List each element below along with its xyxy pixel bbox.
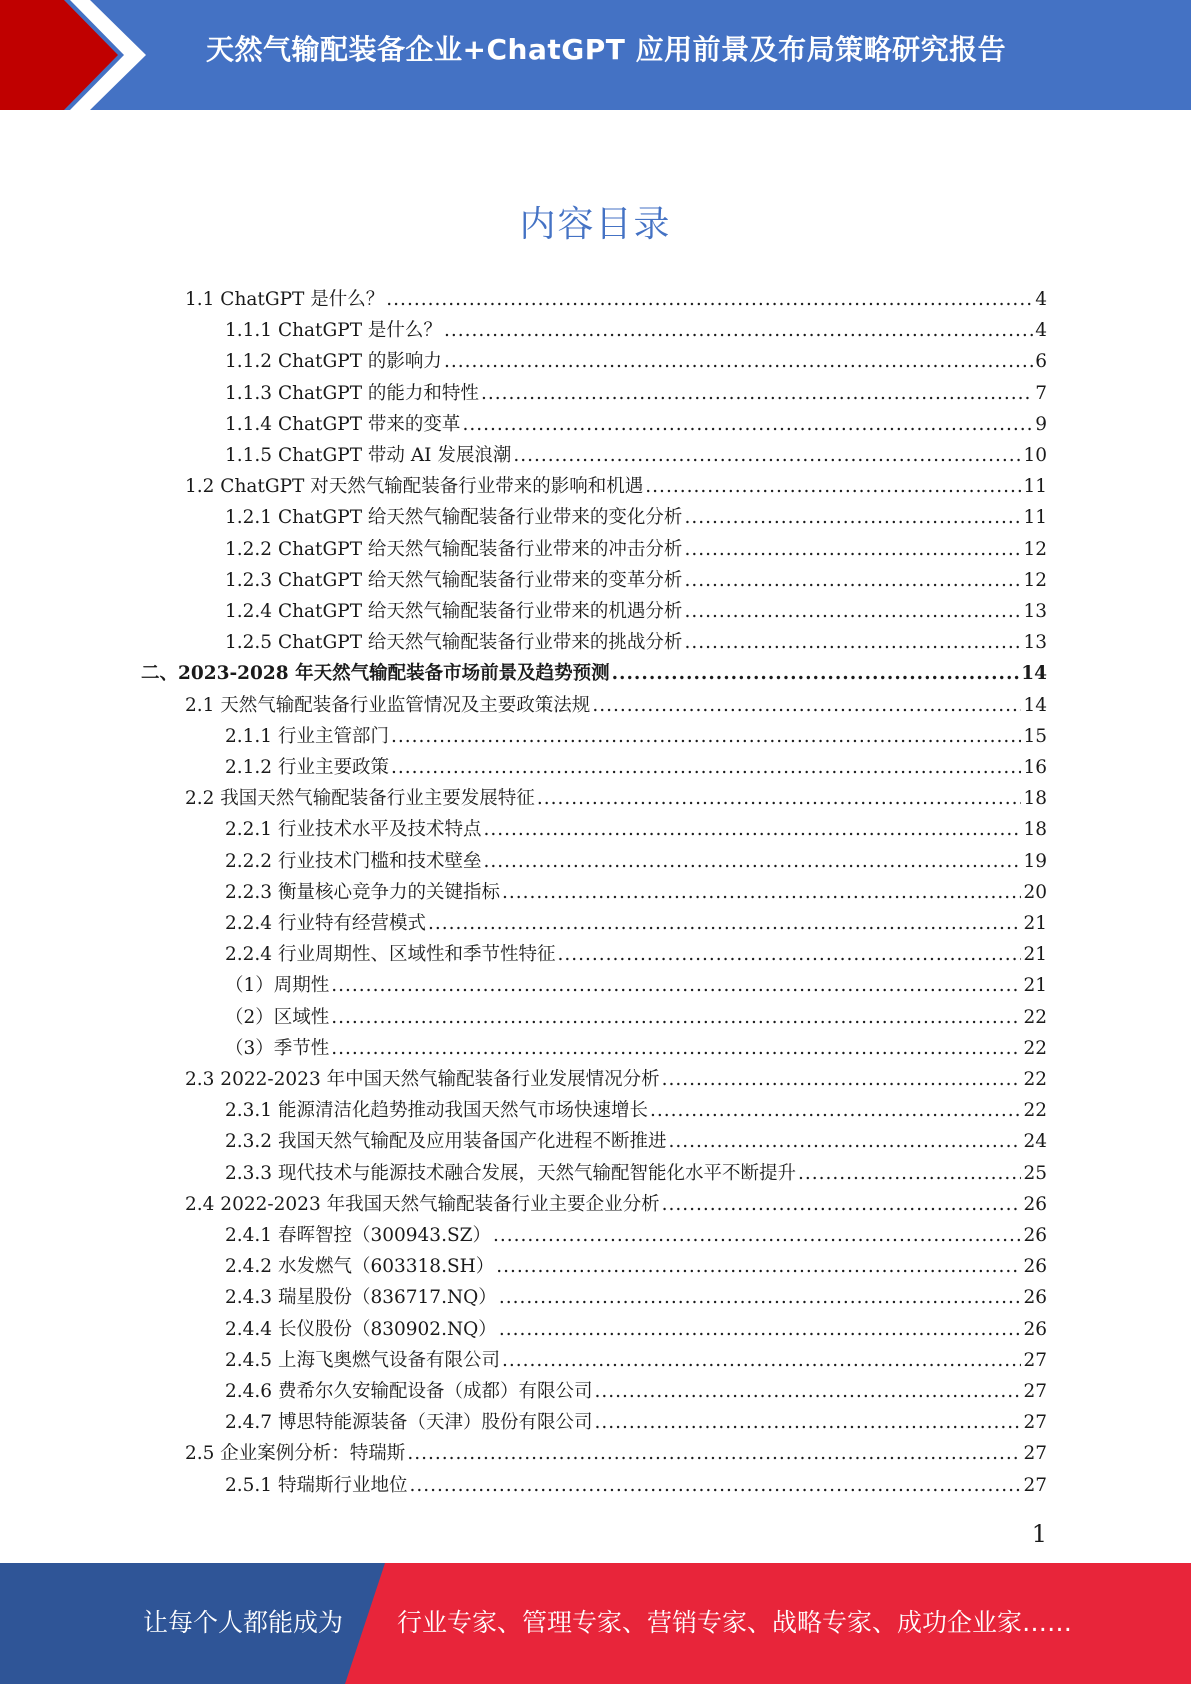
toc-entry[interactable] (225, 1159, 1047, 1190)
toc-dot-leader (331, 1038, 1021, 1059)
toc-entry[interactable] (185, 1439, 1047, 1470)
toc-dot-leader (513, 445, 1021, 466)
toc-entry-page: 7 (1035, 382, 1047, 404)
toc-dot-leader (483, 819, 1021, 840)
toc-entry[interactable] (225, 815, 1047, 846)
toc-entry[interactable] (185, 472, 1047, 503)
toc-entry-title: 1.2.4 ChatGPT 给天然气输配装备行业带来的机遇分析 (225, 601, 683, 622)
toc-entry-page: 15 (1023, 725, 1047, 747)
toc-entry[interactable] (225, 1034, 1047, 1065)
toc-dot-leader (684, 601, 1021, 622)
toc-entry-page: 18 (1023, 788, 1047, 810)
toc-entry-title: 2.4 2022-2023 年我国天然气输配装备行业主要企业分析 (185, 1193, 660, 1215)
toc-entry-page: 12 (1023, 538, 1047, 560)
toc-entry-title: 1.1.1 ChatGPT 是什么？ (225, 320, 442, 342)
toc-entry-title: 2.1.1 行业主管部门 (225, 725, 389, 747)
toc-entry[interactable] (225, 535, 1047, 566)
footer-slogan-left: 让每个人都能成为 (143, 1608, 344, 1637)
toc-entry[interactable] (225, 1408, 1047, 1439)
toc-entry-title: 2.2.3 衡量核心竞争力的关键指标 (225, 881, 500, 903)
toc-entry[interactable] (225, 1346, 1047, 1377)
toc-entry-title: 2.2.2 行业技术门槛和技术壁垒 (225, 850, 482, 872)
toc-entry-page: 25 (1023, 1162, 1047, 1184)
toc-dot-leader (594, 1381, 1021, 1402)
toc-dot-leader (444, 351, 1033, 372)
toc-dot-leader (407, 1443, 1021, 1464)
toc-dot-leader (684, 570, 1021, 591)
toc-entry-page: 19 (1023, 850, 1047, 872)
toc-entry-title: 2.4.7 博思特能源装备（天津）股份有限公司 (225, 1412, 593, 1434)
toc-entry[interactable] (225, 722, 1047, 753)
toc-dot-leader (650, 1100, 1021, 1121)
toc-dot-leader (594, 1412, 1021, 1433)
toc-entry-page: 21 (1023, 913, 1047, 934)
toc-entry-page: 26 (1023, 1193, 1047, 1215)
toc-entry[interactable] (225, 441, 1047, 472)
toc-entry[interactable] (225, 1315, 1047, 1346)
toc-entry-page: 11 (1023, 476, 1047, 498)
toc-entry[interactable] (225, 503, 1047, 534)
toc-entry-title: 2.3.1 能源清洁化趋势推动我国天然气市场快速增长 (225, 1100, 648, 1122)
toc-entry-title: （2）区域性 (225, 1006, 330, 1028)
toc-entry[interactable] (225, 1096, 1047, 1127)
toc-dot-leader (502, 1350, 1021, 1371)
toc-entry-page: 26 (1023, 1287, 1047, 1309)
toc-entry-title: （3）季节性 (225, 1037, 330, 1059)
toc-entry-title: 2.4.5 上海飞奥燃气设备有限公司 (225, 1349, 500, 1371)
toc-dot-leader (592, 695, 1021, 716)
toc-entry-title: 2.3.3 现代技术与能源技术融合发展，天然气输配智能化水平不断提升 (225, 1162, 796, 1184)
toc-dot-leader (502, 882, 1021, 903)
toc-entry-page: 24 (1023, 1131, 1047, 1153)
toc-entry-page: 22 (1023, 1100, 1047, 1122)
toc-entry[interactable] (225, 1377, 1047, 1408)
toc-dot-leader (428, 913, 1021, 934)
toc-entry-page: 26 (1023, 1318, 1047, 1340)
toc-dot-leader (798, 1163, 1021, 1184)
toc-entry-page: 14 (1021, 663, 1047, 685)
toc-entry[interactable] (225, 1252, 1047, 1283)
toc-entry-page: 26 (1023, 1256, 1047, 1278)
toc-entry-title: 2.2.4 行业特有经营模式 (225, 913, 426, 934)
toc-entry[interactable] (225, 940, 1047, 971)
toc-dot-leader (645, 476, 1021, 497)
toc-entry[interactable] (141, 659, 1047, 690)
toc-entry-page: 27 (1023, 1349, 1047, 1371)
toc-entry-page: 4 (1035, 320, 1047, 342)
toc-entry-page: 22 (1023, 1037, 1047, 1059)
header-arrow-accent (0, 0, 150, 110)
toc-dot-leader (668, 1131, 1021, 1152)
toc-dot-leader (409, 1475, 1021, 1496)
toc-dot-leader (386, 289, 1033, 310)
toc-entry-title: 1.2.1 ChatGPT 给天然气输配装备行业带来的变化分析 (225, 507, 683, 529)
toc-entry-page: 26 (1023, 1225, 1047, 1246)
toc-dot-leader (481, 383, 1033, 404)
toc-entry-title: 2.4.2 水发燃气（603318.SH） (225, 1256, 495, 1278)
toc-entry-page: 9 (1035, 413, 1047, 435)
toc-entry-title: 1.1 ChatGPT 是什么？ (185, 289, 385, 310)
toc-entry[interactable] (225, 1471, 1047, 1502)
toc-entry[interactable] (225, 316, 1047, 347)
toc-entry-title: 2.4.4 长仪股份（830902.NQ） (225, 1318, 497, 1340)
toc-entry-page: 12 (1023, 569, 1047, 591)
toc-entry-title: 2.4.3 瑞星股份（836717.NQ） (225, 1287, 497, 1309)
toc-heading: 内容目录 (519, 204, 672, 245)
toc-entry-title: 2.4.6 费希尔久安输配设备（成都）有限公司 (225, 1381, 593, 1402)
toc-entry-page: 21 (1023, 944, 1047, 966)
toc-dot-leader (662, 1069, 1022, 1090)
toc-entry[interactable] (225, 971, 1047, 1002)
toc-entry-page: 4 (1035, 289, 1047, 310)
toc-entry[interactable] (225, 909, 1047, 940)
toc-entry[interactable] (225, 628, 1047, 659)
footer-band (0, 1563, 1191, 1684)
toc-dot-leader (537, 788, 1022, 809)
toc-dot-leader (496, 1256, 1021, 1277)
toc-entry[interactable] (225, 1221, 1047, 1252)
toc-dot-leader (662, 1194, 1022, 1215)
toc-entry-title: 1.1.5 ChatGPT 带动 AI 发展浪潮 (225, 445, 512, 466)
toc-dot-leader (391, 757, 1021, 778)
toc-entry[interactable] (185, 1190, 1047, 1221)
toc-entry-page: 13 (1023, 632, 1047, 654)
toc-entry-page: 27 (1023, 1443, 1047, 1465)
toc-entry-page: 27 (1023, 1412, 1047, 1434)
toc-entry-page: 16 (1023, 757, 1047, 778)
toc-entry-title: 2.4.1 春晖智控（300943.SZ） (225, 1225, 491, 1246)
toc-entry[interactable] (225, 379, 1047, 410)
toc-entry[interactable] (185, 1065, 1047, 1096)
toc-dot-leader (331, 1007, 1021, 1028)
toc-entry-page: 10 (1023, 445, 1047, 466)
toc-entry-title: 2.5.1 特瑞斯行业地位 (225, 1474, 408, 1496)
toc-dot-leader (684, 539, 1021, 560)
toc-entry[interactable] (225, 597, 1047, 628)
toc-entry-title: 1.2.5 ChatGPT 给天然气输配装备行业带来的挑战分析 (225, 632, 683, 654)
toc-entry[interactable] (225, 878, 1047, 909)
toc-entry-title: 1.1.3 ChatGPT 的能力和特性 (225, 382, 479, 404)
toc-dot-leader (684, 632, 1021, 653)
toc-entry[interactable] (225, 1283, 1047, 1314)
toc-dot-leader (391, 726, 1021, 747)
footer-slogan-right: 行业专家、管理专家、营销专家、战略专家、成功企业家…… (397, 1608, 1073, 1637)
toc-entry-page: 6 (1035, 351, 1047, 373)
toc-entry-title: 2.1 天然气输配装备行业监管情况及主要政策法规 (185, 694, 591, 716)
toc-dot-leader (684, 507, 1021, 528)
toc-entry[interactable] (225, 1127, 1047, 1158)
toc-entry[interactable] (225, 753, 1047, 784)
toc-entry-title: 1.1.2 ChatGPT 的影响力 (225, 351, 442, 373)
toc-entry-title: 1.2.3 ChatGPT 给天然气输配装备行业带来的变革分析 (225, 569, 683, 591)
toc-dot-leader (557, 944, 1021, 965)
toc-entry[interactable] (185, 285, 1047, 316)
toc-entry[interactable] (225, 347, 1047, 378)
toc-entry-title: 1.2 ChatGPT 对天然气输配装备行业带来的影响和机遇 (185, 476, 644, 498)
toc-entry-page: 21 (1023, 975, 1047, 997)
toc-entry-title: （1）周期性 (225, 975, 330, 997)
toc-dot-leader (462, 414, 1033, 435)
toc-entry-title: 2.2.4 行业周期性、区域性和季节性特征 (225, 944, 556, 966)
toc-dot-leader (444, 320, 1033, 341)
toc-entry-title: 2.2.1 行业技术水平及技术特点 (225, 819, 482, 841)
toc-dot-leader (499, 1287, 1022, 1308)
toc-entry-page: 27 (1023, 1381, 1047, 1402)
toc-dot-leader (499, 1319, 1022, 1340)
toc-entry-page: 22 (1023, 1069, 1047, 1090)
toc-entry-title: 2.3 2022-2023 年中国天然气输配装备行业发展情况分析 (185, 1069, 660, 1090)
toc-entry-page: 14 (1023, 694, 1047, 716)
toc-entry-title: 2.1.2 行业主要政策 (225, 757, 389, 778)
toc-entry-page: 11 (1023, 507, 1047, 529)
page-number: 1 (1031, 1520, 1047, 1548)
report-title: 天然气输配装备企业+ChatGPT 应用前景及布局策略研究报告 (206, 33, 1007, 66)
toc-dot-leader (612, 663, 1020, 684)
toc-entry-page: 20 (1023, 881, 1047, 903)
toc-entry-title: 2.5 企业案例分析：特瑞斯 (185, 1443, 406, 1465)
toc-dot-leader (331, 975, 1021, 996)
header-band (0, 0, 1191, 110)
toc-entry[interactable] (225, 847, 1047, 878)
toc-entry-title: 1.2.2 ChatGPT 给天然气输配装备行业带来的冲击分析 (225, 538, 683, 560)
toc-entry-title: 2.3.2 我国天然气输配及应用装备国产化进程不断推进 (225, 1131, 667, 1153)
toc-entry-title: 1.1.4 ChatGPT 带来的变革 (225, 413, 461, 435)
toc-entry[interactable] (225, 410, 1047, 441)
toc-entry[interactable] (225, 1003, 1047, 1034)
toc-entry-page: 27 (1023, 1474, 1047, 1496)
toc-entry-title: 2.2 我国天然气输配装备行业主要发展特征 (185, 788, 535, 810)
toc-entry-page: 18 (1023, 819, 1047, 841)
toc-dot-leader (483, 851, 1021, 872)
toc-entry-title: 二、2023-2028 年天然气输配装备市场前景及趋势预测 (141, 663, 610, 685)
toc-entry-page: 13 (1023, 601, 1047, 622)
toc-dot-leader (493, 1225, 1021, 1246)
toc-entry[interactable] (185, 784, 1047, 815)
toc-entry[interactable] (185, 691, 1047, 722)
toc-entry[interactable] (225, 566, 1047, 597)
toc-entry-page: 22 (1023, 1006, 1047, 1028)
